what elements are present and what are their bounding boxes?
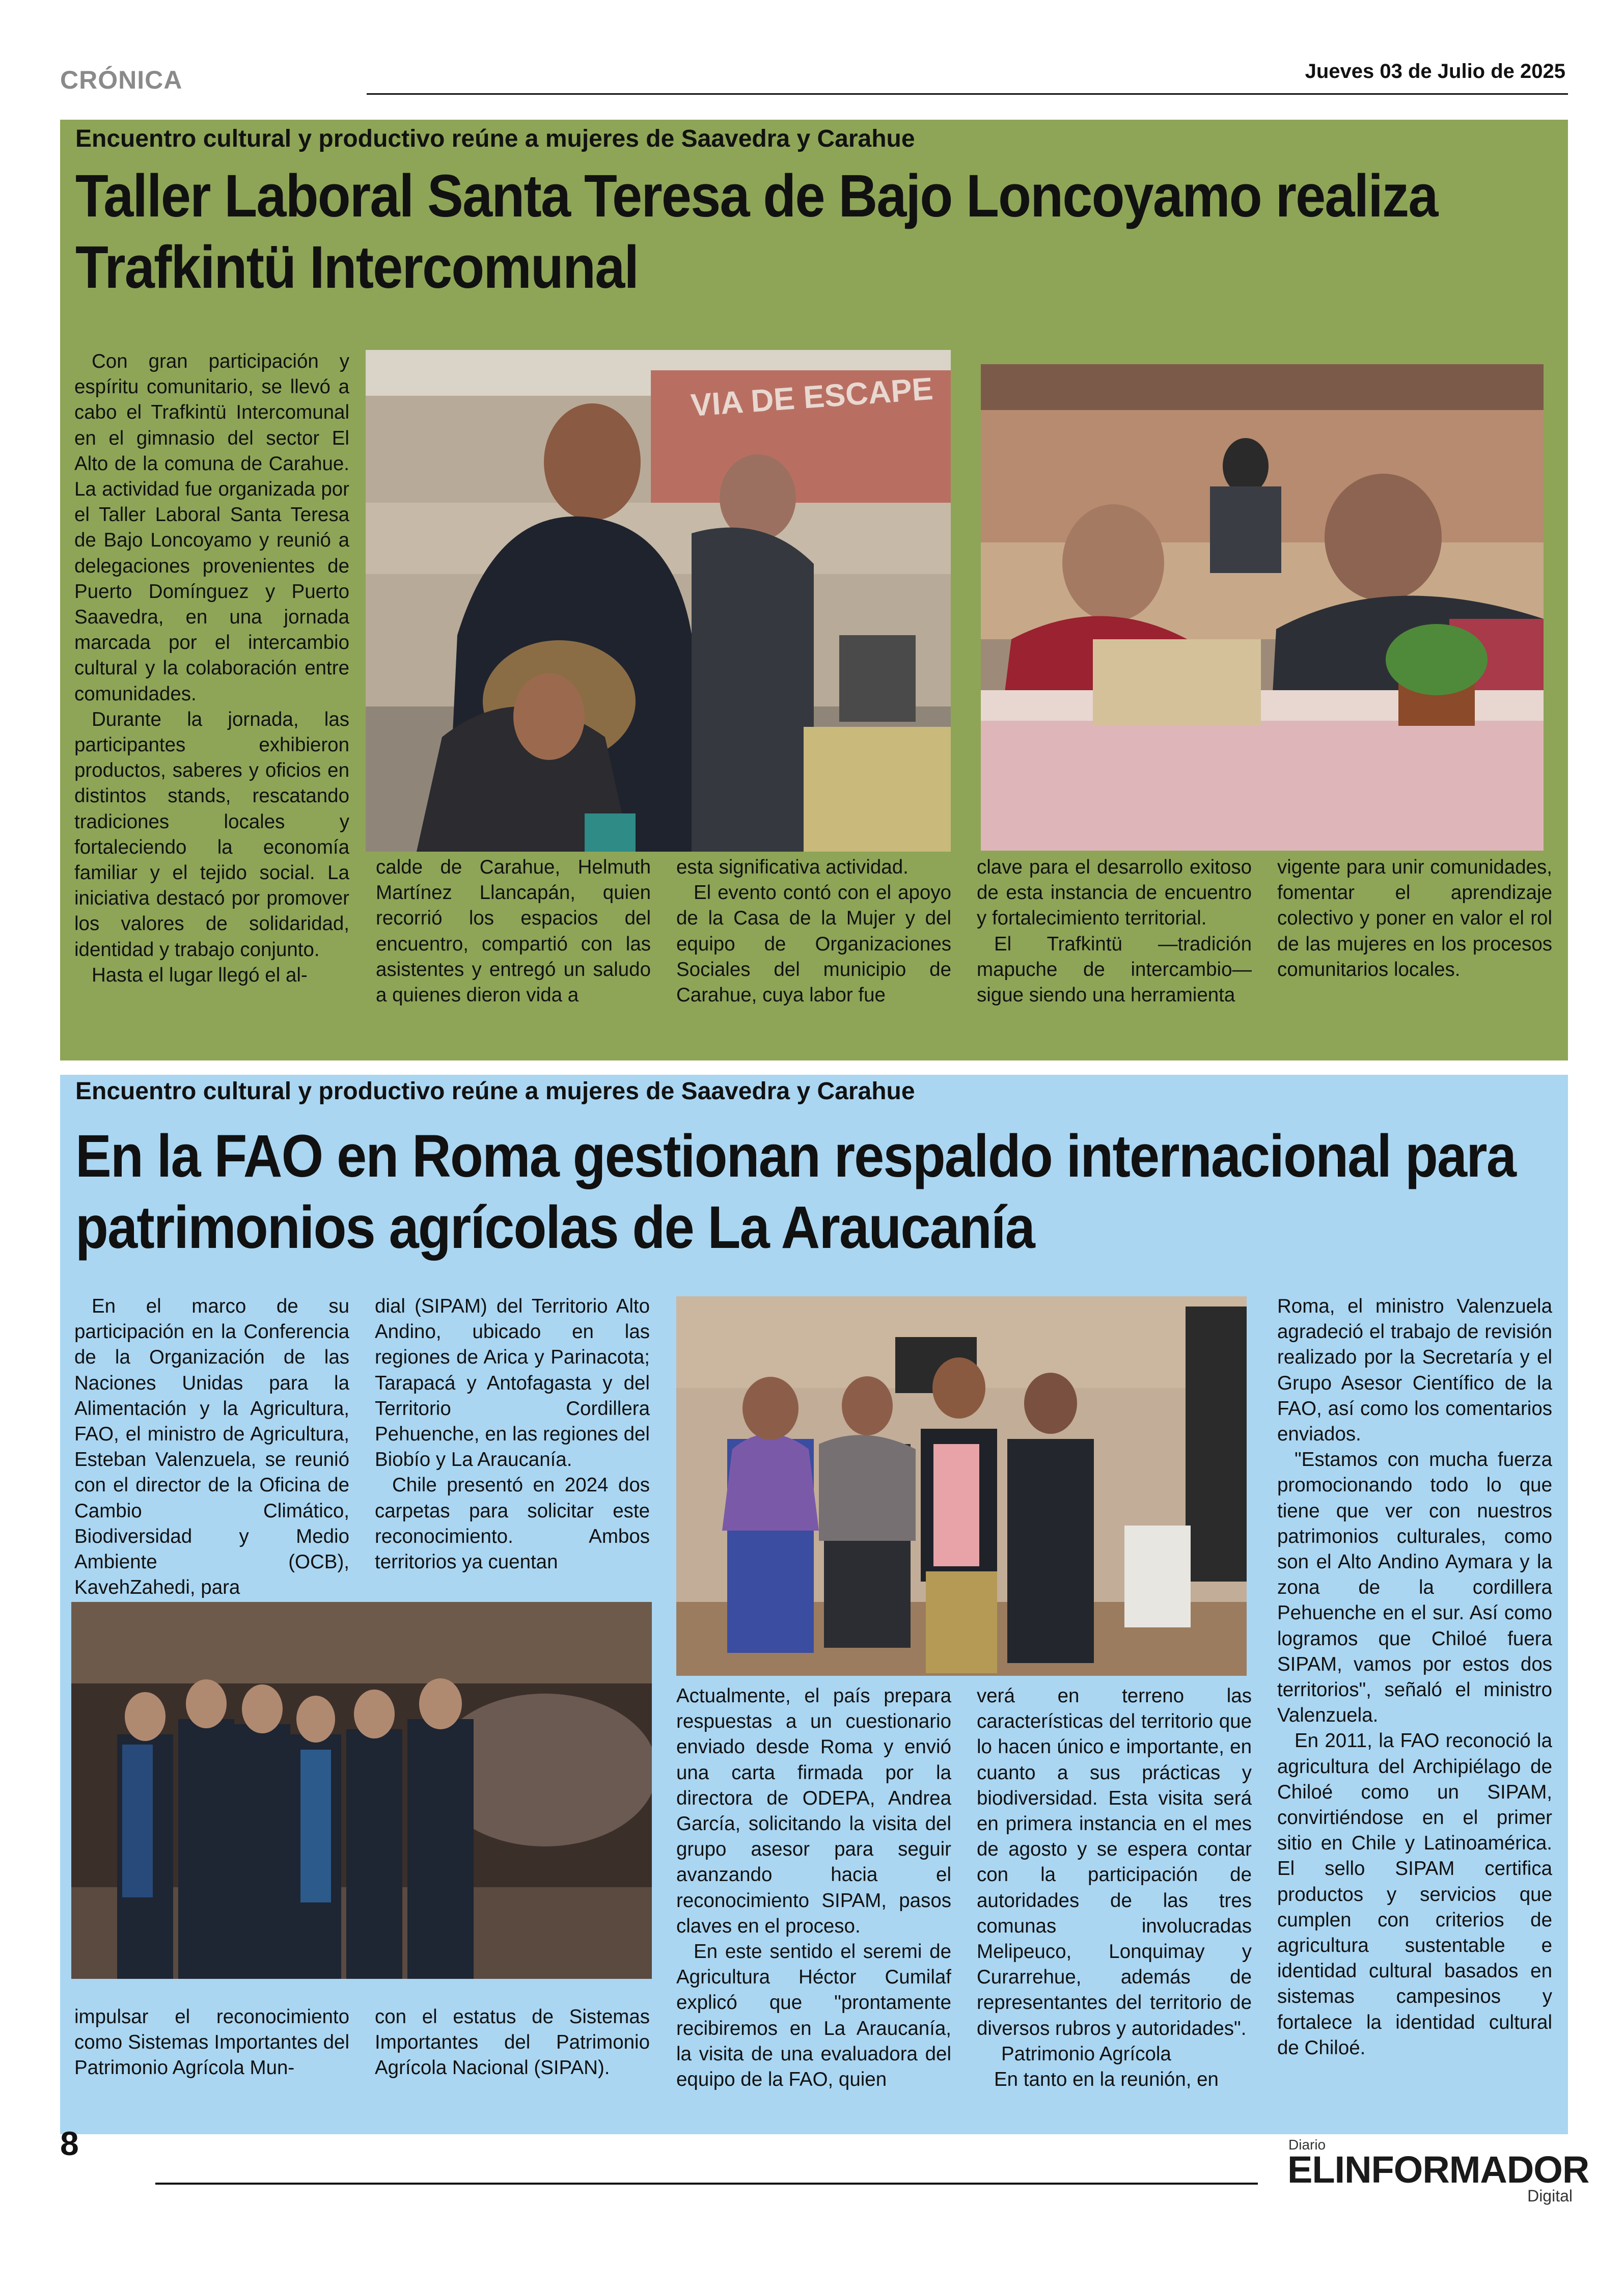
- paragraph: esta significativa actividad.: [676, 856, 909, 878]
- paragraph: dial (SIPAM) del Territorio Alto Andino, ubicado en las regiones de Arica y Parinacota; Tarapacá y Antofagasta y del Territorio Cordillera Pehuenche, en las regiones del Biobío y La Araucanía.: [375, 1295, 650, 1471]
- article-headline: [75, 1121, 1588, 1263]
- logo-main-text: ELINFORMADOR: [1287, 2148, 1589, 2191]
- headline-line: Trafkintü Intercomunal: [75, 234, 639, 301]
- photo-group-minister: [71, 1602, 652, 1979]
- paragraph: Con gran participación y espíritu comunitario, se llevó a cabo el Trafkintü Intercomunal en el gimnasio del sector El Alto de la comuna de Carahue. La actividad fue organizada por el Taller Laboral Santa Teresa de Bajo Loncoyamo y reunió a delegaciones provenientes de Puerto Domínguez y Puerto Saavedra, en una jornada marcada por el intercambio cultural y la colaboración entre comunidades.: [74, 350, 349, 705]
- headline-line: patrimonios agrícolas de La Araucanía: [75, 1194, 1034, 1261]
- subheading: Patrimonio Agrícola: [1001, 2043, 1171, 2065]
- text-column: [74, 349, 349, 988]
- text-column: [676, 1683, 951, 2092]
- article-trafkintu: [60, 120, 1568, 1060]
- paragraph: En el marco de su participación en la Conferencia de la Organización de las Naciones Unidas para la Alimentación y la Agricultura, FAO, el ministro de Agricultura, Esteban Valenzuela, se reunió con el director de la Oficina de Cambio Climático, Biodiversidad y Medio Ambiente (OCB), KavehZahedi, para: [74, 1295, 349, 1599]
- paragraph: "Estamos con mucha fuerza promocionando todo lo que tiene que ver con nuestros patrimonios culturales, como son el Alto Andino Aymara y la zona de la cordillera Pehuenche en el sur. Así como logramos que Chiloé fuera SIPAM, vamos por estos dos territorios", señaló el ministro Valenzuela.: [1277, 1449, 1552, 1727]
- paragraph: El evento contó con el apoyo de la Casa de la Mujer y del equipo de Organizaciones Sociales del municipio de Carahue, cuya labor fue: [676, 882, 951, 1006]
- headline-line: En la FAO en Roma gestionan respaldo internacional para: [75, 1123, 1516, 1190]
- paragraph: con el estatus de Sistemas Importantes del Patrimonio Agrícola Nacional (SIPAN).: [375, 2006, 650, 2079]
- article-kicker: Encuentro cultural y productivo reúne a mujeres de Saavedra y Carahue: [75, 125, 915, 152]
- text-column: [1277, 1294, 1552, 2061]
- paragraph: calde de Carahue, Helmuth Martínez Llancapán, quien recorrió los espacios del encuentro, compartió con las asistentes y entregó un saludo a quienes dieron vida a: [376, 856, 651, 1006]
- text-column: [376, 855, 651, 1008]
- text-column: [977, 855, 1252, 1008]
- wall-sign-text: VIA DE ESCAPE: [690, 371, 934, 423]
- page-number: 8: [60, 2125, 79, 2162]
- headline-line: Taller Laboral Santa Teresa de Bajo Loncoyamo realiza: [75, 162, 1438, 230]
- paragraph: El Trafkintü —tradición mapuche de intercambio— sigue siendo una herramienta: [977, 933, 1252, 1006]
- header-rule: [367, 93, 1568, 95]
- text-column: [375, 2004, 650, 2081]
- article-fao-roma: [60, 1075, 1568, 2134]
- paragraph: Hasta el lugar llegó el al-: [92, 964, 308, 986]
- issue-date: Jueves 03 de Julio de 2025: [1305, 60, 1565, 83]
- newspaper-logo: [1287, 2137, 1589, 2205]
- paragraph: verá en terreno las características del territorio que lo hacen único e importante, en cuanto a sus prácticas y biodiversidad. Esta visita será en primera instancia en el mes de agosto y se espera contar con la participación de autoridades de las tres comunas involucradas Melipeuco, Lonquimay y Curarrehue, además de representantes del territorio de diversos rubros y autoridades".: [977, 1685, 1252, 2039]
- paragraph: impulsar el reconocimiento como Sistemas Importantes del Patrimonio Agrícola Mun-: [74, 2006, 349, 2079]
- paragraph: Chile presentó en 2024 dos carpetas para solicitar este reconocimiento. Ambos territorios ya cuentan: [375, 1474, 650, 1573]
- paragraph: clave para el desarrollo exitoso de esta instancia de encuentro y fortalecimiento territorial.: [977, 856, 1252, 930]
- paragraph: vigente para unir comunidades, fomentar el aprendizaje colectivo y poner en valor el rol de las mujeres en los procesos comunitarios locales.: [1277, 856, 1552, 981]
- paragraph: En tanto en la reunión, en: [994, 2069, 1219, 2091]
- text-column: [375, 1294, 650, 1575]
- section-label: CRÓNICA: [60, 66, 183, 94]
- text-column: [676, 855, 951, 1008]
- paragraph: Actualmente, el país prepara respuestas a un cuestionario enviado desde Roma y envió una carta firmada por la directora de ODEPA, Andrea García, solicitando la visita del grupo asesor para seguir avanzando hacia el reconocimiento SIPAM, pasos claves en el proceso.: [676, 1685, 951, 1937]
- text-column: [74, 1294, 349, 1600]
- footer-rule: [155, 2183, 1258, 2185]
- paragraph: Roma, el ministro Valenzuela agradeció el trabajo de revisión realizado por la Secretaría y el Grupo Asesor Científico de la FAO, así como los comentarios enviados.: [1277, 1295, 1552, 1446]
- paragraph: Durante la jornada, las participantes exhibieron productos, saberes y oficios en distintos stands, rescatando tradiciones locales y fortaleciendo la economía familiar y el tejido social. La iniciativa destacó por promover los valores de solidaridad, identidad y trabajo conjunto.: [74, 708, 349, 961]
- text-column: [74, 2004, 349, 2081]
- text-column: [977, 1683, 1252, 2092]
- paragraph: En este sentido el seremi de Agricultura Héctor Cumilaf explicó que "prontamente recibiremos en La Araucanía, la visita de una evaluadora del equipo de la FAO, quien: [676, 1941, 951, 2091]
- photo-mapuche-delegation: [676, 1296, 1247, 1676]
- logo-small-text: Diario: [1288, 2137, 1326, 2153]
- paragraph: En 2011, la FAO reconoció la agricultura del Archipiélago de Chiloé como un SIPAM, convirtiéndose en el primer sitio en Chile y Latinoamérica. El sello SIPAM certifica productos y servicios que cumplen con criterios de agricultura sustentable e identidad cultural basados en sistemas campesinos y fortalece la identidad cultural de Chiloé.: [1277, 1730, 1552, 2059]
- logo-sub-text: Digital: [1527, 2187, 1573, 2205]
- article-headline: [75, 160, 1588, 303]
- text-column: [1277, 855, 1552, 983]
- photo-mayor-visit: [366, 350, 951, 852]
- article-kicker: Encuentro cultural y productivo reúne a mujeres de Saavedra y Carahue: [75, 1078, 915, 1105]
- photo-artisans-stand: [981, 364, 1544, 851]
